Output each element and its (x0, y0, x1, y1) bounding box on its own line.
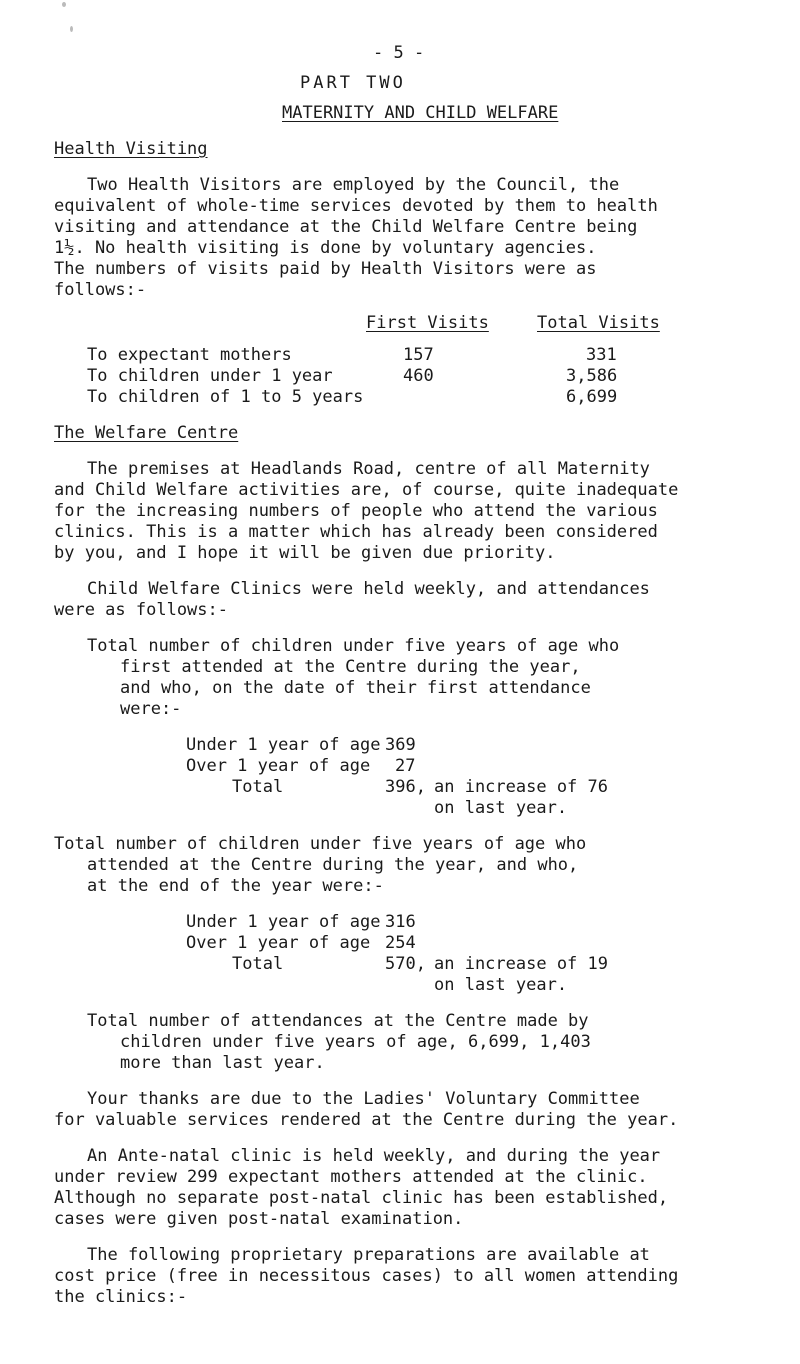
text-line: equivalent of whole-time services devoted by them to health (54, 196, 658, 216)
text-line: first attended at the Centre during the year, (120, 657, 581, 677)
text-line: by you, and I hope it will be given due priority. (54, 543, 556, 563)
text-line: more than last year. (120, 1053, 325, 1073)
row-label: Under 1 year of age (186, 735, 381, 755)
text-line: for the increasing numbers of people who attend the various (54, 501, 658, 521)
text-line: the clinics:- (54, 1287, 188, 1307)
text-line: and Child Welfare activities are, of course, quite inadequate (54, 480, 679, 500)
text-line: 1½. No health visiting is done by voluntary agencies. (54, 238, 597, 258)
increase-note: on last year. (434, 975, 568, 995)
text-line: The numbers of visits paid by Health Visitors were as (54, 259, 597, 279)
text-line: An Ante-natal clinic is held weekly, and during the year (87, 1146, 661, 1166)
part-title: PART TWO (300, 73, 406, 93)
increase-note: on last year. (434, 798, 568, 818)
row-value: 27 (395, 756, 416, 776)
text-line: follows:- (54, 280, 147, 300)
table-row-label: To children of 1 to 5 years (87, 387, 364, 407)
text-line: cost price (free in necessitous cases) to all women attending (54, 1266, 679, 1286)
text-line: Total number of attendances at the Centre made by (87, 1011, 589, 1031)
health-visiting-heading: Health Visiting (54, 139, 208, 159)
increase-note: an increase of 76 (434, 777, 608, 797)
scan-mark (70, 26, 73, 32)
row-label: Total (232, 777, 284, 797)
text-line: Total number of children under five years of age who (87, 636, 620, 656)
text-line: visiting and attendance at the Child Welfare Centre being (54, 217, 638, 237)
text-line: under review 299 expectant mothers attended at the clinic. (54, 1167, 648, 1187)
text-line: were as follows:- (54, 600, 228, 620)
section-title: MATERNITY AND CHILD WELFARE (282, 103, 559, 123)
text-line: children under five years of age, 6,699, 1,403 (120, 1032, 591, 1052)
text-line: for valuable services rendered at the Centre during the year. (54, 1110, 679, 1130)
text-line: Your thanks are due to the Ladies' Voluntary Committee (87, 1089, 640, 1109)
text-line: cases were given post-natal examination. (54, 1209, 464, 1229)
table-row-label: To expectant mothers (87, 345, 292, 365)
column-header-total-visits: Total Visits (537, 313, 660, 333)
row-value: 369 (385, 735, 416, 755)
text-line: Child Welfare Clinics were held weekly, and attendances (87, 579, 650, 599)
table-row-label: To children under 1 year (87, 366, 333, 386)
text-line: and who, on the date of their first attendance (120, 678, 591, 698)
row-value: 396, (385, 777, 426, 797)
row-label: Over 1 year of age (186, 756, 371, 776)
text-line: Two Health Visitors are employed by the Council, the (87, 175, 620, 195)
text-line: attended at the Centre during the year, and who, (87, 855, 579, 875)
scan-mark (62, 2, 66, 7)
row-label: Over 1 year of age (186, 933, 371, 953)
row-label: Total (232, 954, 284, 974)
table-cell-total: 3,586 (566, 366, 618, 386)
text-line: were:- (120, 699, 182, 719)
table-cell-first: 460 (403, 366, 434, 386)
text-line: The premises at Headlands Road, centre of all Maternity (87, 459, 650, 479)
text-line: The following proprietary preparations are available at (87, 1245, 650, 1265)
table-cell-total: 331 (586, 345, 617, 365)
text-line: Although no separate post-natal clinic has been established, (54, 1188, 669, 1208)
text-line: at the end of the year were:- (87, 876, 384, 896)
row-value: 570, (385, 954, 426, 974)
text-line: Total number of children under five years of age who (54, 834, 587, 854)
row-label: Under 1 year of age (186, 912, 381, 932)
table-cell-first: 157 (403, 345, 434, 365)
page-number: - 5 - (373, 43, 425, 63)
welfare-centre-heading: The Welfare Centre (54, 423, 239, 443)
row-value: 254 (385, 933, 416, 953)
table-cell-total: 6,699 (566, 387, 618, 407)
text-line: clinics. This is a matter which has already been considered (54, 522, 658, 542)
increase-note: an increase of 19 (434, 954, 608, 974)
row-value: 316 (385, 912, 416, 932)
column-header-first-visits: First Visits (366, 313, 489, 333)
